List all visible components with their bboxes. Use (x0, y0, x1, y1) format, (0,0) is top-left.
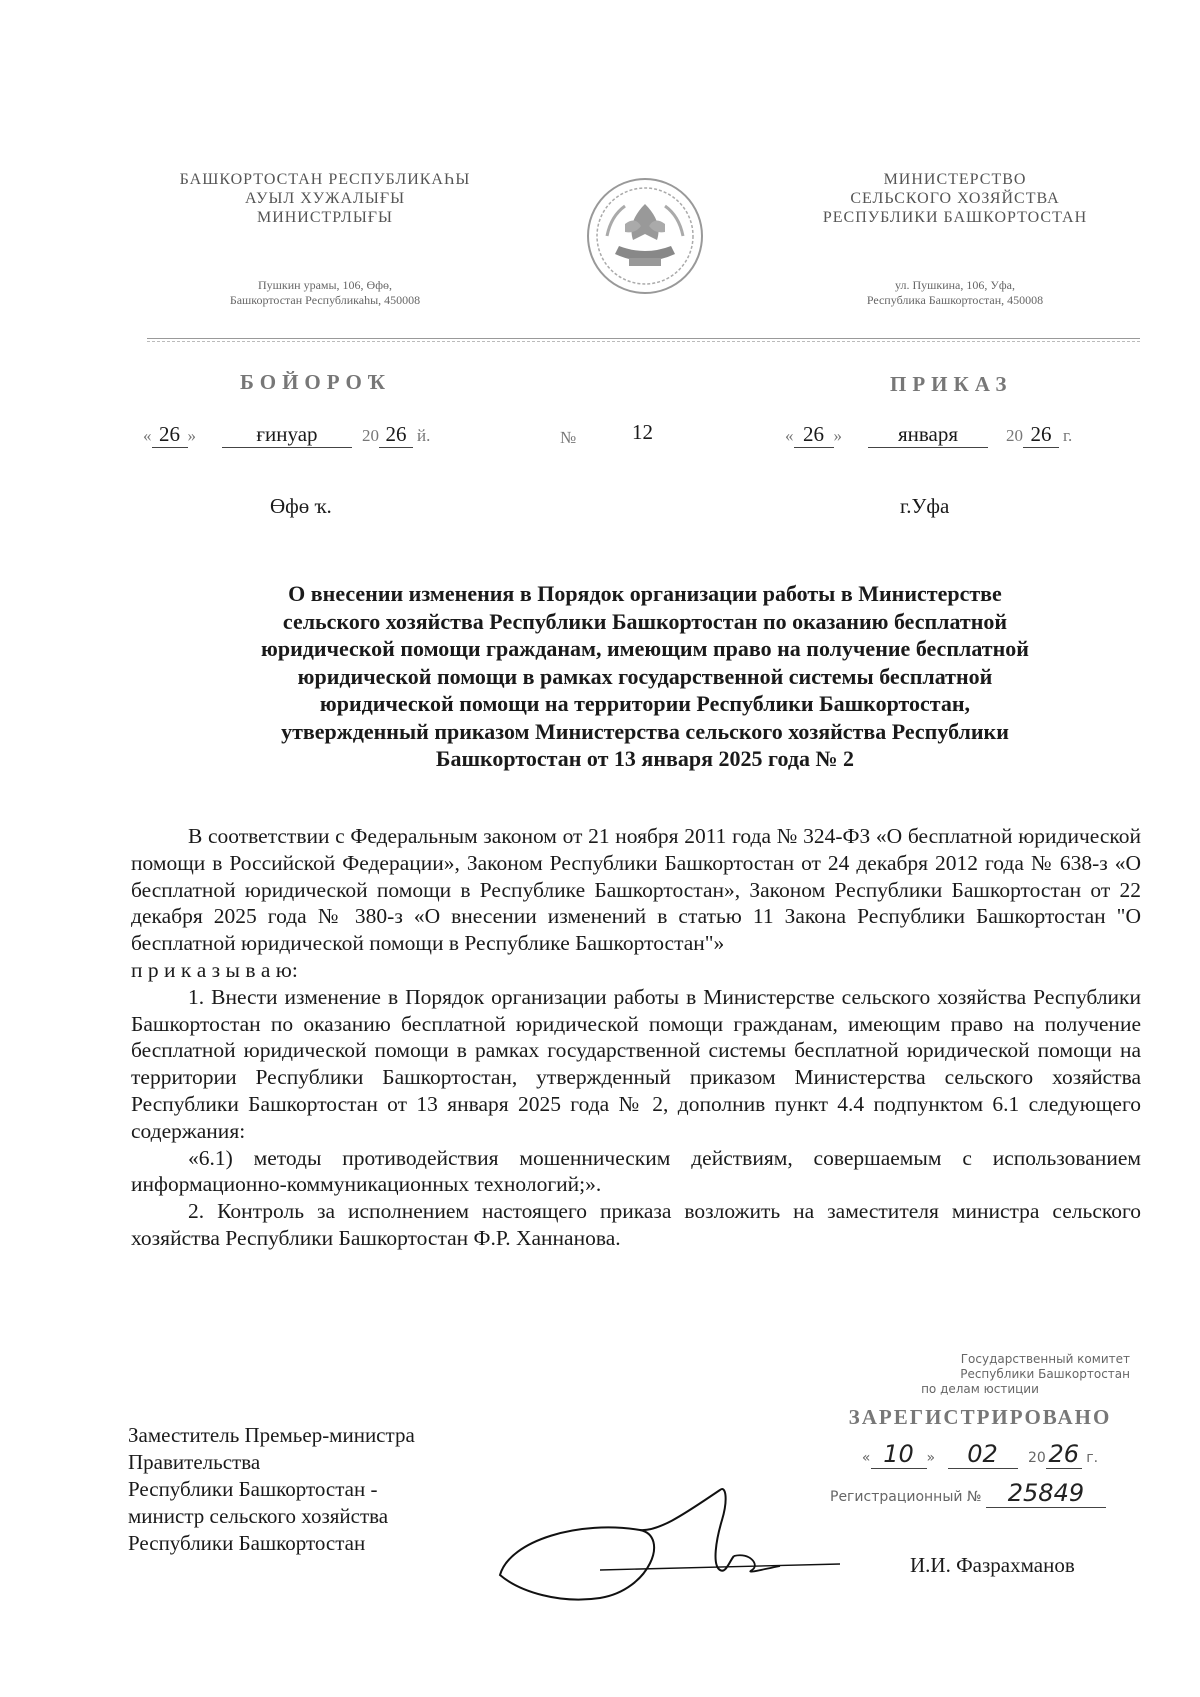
header-right-address (770, 278, 1140, 308)
city-right: г.Уфа (900, 494, 950, 518)
order-title-line: сельского хозяйства Республики Башкортостан по оказанию бесплатной (282, 608, 1008, 634)
doc-kind-right: ПРИКАЗ (890, 372, 1013, 396)
stamp-registered: ЗАРЕГИСТРИРОВАНО (848, 1405, 1112, 1429)
stamp-date-suffix: г. (1086, 1450, 1099, 1466)
registration-stamp (830, 1352, 1130, 1508)
stamp-date-open-quote: « (861, 1450, 871, 1466)
stamp-date-year: 26 (1046, 1440, 1082, 1469)
date-right-year-prefix: 20 (1006, 426, 1023, 445)
stamp-reg-row (830, 1479, 1130, 1508)
signature-position (128, 1422, 415, 1557)
paragraph-2: 2. Контроль за исполнением настоящего приказа возложить на заместителя министра сельского хозяйства Республики Башкортостан Ф.Р. Ханнанова. (131, 1199, 1141, 1250)
date-right-year: 26 (1023, 422, 1059, 448)
stamp-date-close-quote: » (926, 1450, 936, 1466)
doc-number: 12 (632, 420, 653, 444)
order-word: п р и к а з ы в а ю: (131, 957, 298, 982)
paragraph-1: 1. Внести изменение в Порядок организации работы в Министерстве сельского хозяйства Республики Башкортостан по оказанию бесплатной юридической помощи гражданам, имеющим право на получение бесплатной юридической помощи в рамках государственной системы бесплатной юридической помощи на территории Республики Башкортостан, утвержденный приказом Министерства сельского хозяйства Республики Башкортостан от 13 января 2025 года № 2, дополнив пункт 4.4 подпунктом 6.1 следующего содержания: (131, 984, 1141, 1143)
date-left-year: 26 (379, 422, 413, 448)
date-left (143, 422, 430, 448)
city-left: Өфө ҡ. (270, 494, 332, 518)
stamp-reg-label: Регистрационный № (830, 1489, 982, 1505)
handwritten-signature (490, 1470, 850, 1610)
date-left-suffix: й. (417, 426, 431, 445)
signatory-name: И.И. Фазрахманов (910, 1553, 1075, 1577)
date-right-suffix: г. (1063, 426, 1073, 445)
order-title-line: Башкортостан от 13 января 2025 года № 2 (435, 746, 855, 771)
order-title-line: юридической помощи в рамках государственной системы бесплатной (297, 663, 993, 689)
header-left-address (140, 278, 510, 308)
preamble-paragraph: В соответствии с Федеральным законом от 21 ноября 2011 года № 324-ФЗ «О бесплатной юридической помощи в Российской Федерации», Законом Республики Башкортостан от 24 декабря 2012 года № 638-з «О бесплатной юридической помощи в Республике Башкортостан», Законом Республики Башкортостан от 22 декабря 2025 года № 380-з «О внесении изменений в статью 11 Закона Республики Башкортостан "О бесплатной юридической помощи в Республике Башкортостан"» (131, 824, 1141, 956)
signature-position-line: Республики Башкортостан - (128, 1477, 378, 1501)
header-right-line-3: РЕСПУБЛИКИ БАШКОРТОСТАН (822, 209, 1088, 226)
header-left (140, 170, 510, 227)
date-left-month: ғинуар (222, 422, 352, 448)
header-separator (147, 338, 1140, 342)
date-left-open-quote: « (143, 426, 152, 445)
stamp-org-1: Государственный комитет (960, 1352, 1130, 1366)
doc-kind-left: БОЙОРОҠ (240, 370, 392, 394)
order-title-line: юридической помощи гражданам, имеющим право на получение бесплатной (261, 636, 1029, 661)
header-right-address-1: ул. Пушкина, 106, Уфа, (895, 278, 1015, 292)
header-left-line-3: МИНИСТРЛЫҒЫ (256, 209, 394, 226)
date-right (785, 422, 1072, 448)
stamp-date-year-prefix: 20 (1027, 1450, 1046, 1466)
stamp-org-3: по делам юстиции (921, 1382, 1039, 1396)
date-right-close-quote: » (833, 426, 842, 445)
date-right-open-quote: « (785, 426, 794, 445)
signature-position-line: Заместитель Премьер-министра (128, 1423, 415, 1447)
signature-position-line: министр сельского хозяйства (128, 1504, 389, 1528)
header-right (770, 170, 1140, 227)
header-right-address-2: Республика Башкортостан, 450008 (866, 293, 1044, 307)
stamp-date-month: 02 (948, 1440, 1018, 1469)
signature-position-line: Правительства (128, 1450, 261, 1474)
header-left-line-1: БАШКОРТОСТАН РЕСПУБЛИКАҺЫ (179, 171, 471, 188)
stamp-org-2: Республики Башкортостан (960, 1367, 1130, 1381)
order-title-line: утвержденный приказом Министерства сельского хозяйства Республики (281, 718, 1009, 744)
header-right-line-1: МИНИСТЕРСТВО (883, 171, 1027, 188)
header-left-address-2: Башкортостан Республикаһы, 450008 (229, 293, 421, 307)
header-left-line-2: АУЫЛ ХУЖАЛЫҒЫ (244, 190, 406, 207)
order-title-line: О внесении изменения в Порядок организации работы в Министерстве (288, 581, 1002, 606)
date-left-day: 26 (152, 422, 188, 448)
date-left-year-prefix: 20 (362, 426, 379, 445)
order-body (131, 823, 1141, 1252)
header-right-line-2: СЕЛЬСКОГО ХОЗЯЙСТВА (850, 190, 1060, 207)
stamp-reg-number: 25849 (986, 1479, 1106, 1508)
paragraph-1-quote: «6.1) методы противодействия мошенническим действиям, совершаемым с использованием информационно-коммуникационных технологий;». (131, 1145, 1141, 1197)
header-left-address-1: Пушкин урамы, 106, Өфө, (257, 278, 392, 292)
order-title-line: юридической помощи на территории Республики Башкортостан, (319, 691, 971, 716)
stamp-date-day: 10 (871, 1440, 927, 1469)
signature-position-line: Республики Башкортостан (128, 1531, 366, 1555)
number-label: № (560, 428, 577, 447)
order-title (165, 580, 1125, 773)
date-right-day: 26 (794, 422, 834, 448)
date-left-close-quote: » (187, 426, 196, 445)
bashkortostan-emblem-icon (585, 176, 705, 296)
stamp-date (830, 1440, 1130, 1469)
date-right-month: января (868, 422, 988, 448)
